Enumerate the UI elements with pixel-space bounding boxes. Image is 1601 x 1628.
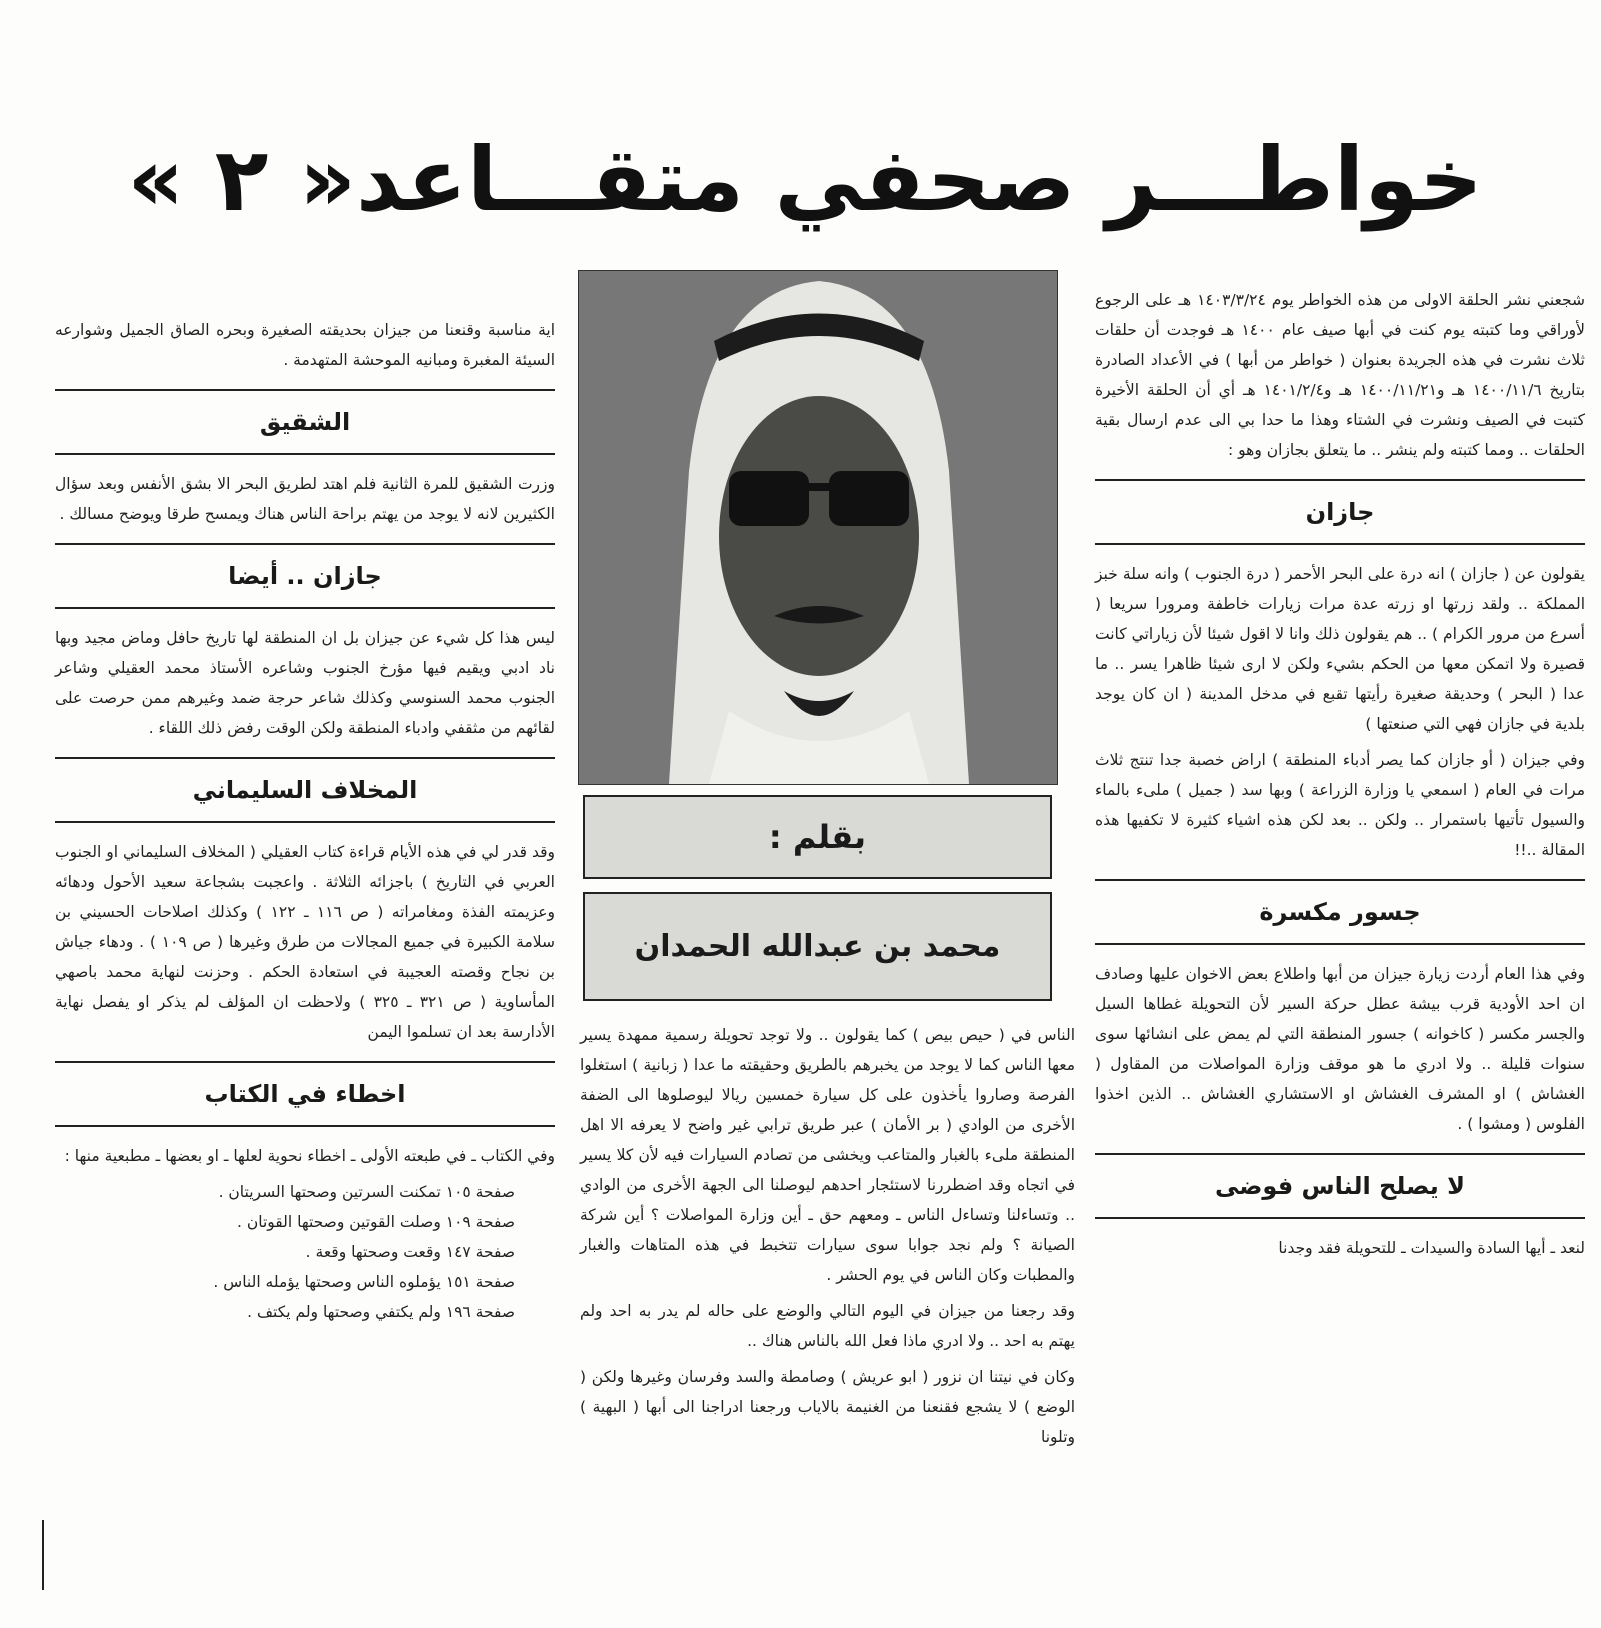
section-heading: جسور مكسرة bbox=[1259, 898, 1421, 926]
divider bbox=[55, 1061, 555, 1063]
section-jazan-also bbox=[55, 559, 555, 743]
section-book-errors bbox=[55, 1077, 555, 1327]
margin-mark bbox=[42, 1520, 44, 1590]
section-heading: المخلاف السليماني bbox=[192, 776, 418, 804]
paragraph: وفي هذا العام أردت زيارة جيزان من أبها واطلاع بعض الاخوان عليها وصادف ان احد الأودية قرب بيشة عطل حركة السير لأن التحويلة غطاها السيل والجسر مكسر ( كاخوانه ) جسور المنطقة التي لم يمض على انشائها سوى سنوات قليلة .. ولا ادري ما هو موقف وزارة المواصلات من المقاول ( الغشاش ) او المشرف الغشاش او الاستشاري الغشاش .. الذين اخذوا الفلوس ( ومشوا ) . bbox=[1095, 965, 1585, 1133]
divider bbox=[1095, 1153, 1585, 1155]
section-heading: اخطاء في الكتاب bbox=[204, 1080, 406, 1108]
divider bbox=[55, 821, 555, 823]
errata-item: صفحة ١٠٥ تمكنت السرتين وصحتها السريتان . bbox=[218, 1183, 515, 1201]
paragraph: يقولون عن ( جازان ) انه درة على البحر الأحمر ( درة الجنوب ) وانه سلة خبز المملكة .. ولقد زرتها او زرته عدة مرات زيارات خاطفة ومرورا سريعا ( أسرع من مرور الكرام ) .. هم يقولون ذلك وانا لا اقول شيئا لأن زياراتي كانت قصيرة ولا اتمكن معها من الحكم بشيء ولكن لا ارى شيئا ظاهرا يسر .. ما عدا ( البحر ) وحديقة صغيرة رأيتها تقبع في مدخل المدينة ( ان كان يوجد بلدية في جازان فهي التي صنعتها ) bbox=[1095, 565, 1585, 733]
errata-item: صفحة ١٠٩ وصلت القوتين وصحتها القوتان . bbox=[237, 1213, 515, 1231]
section-chaos bbox=[1095, 1169, 1585, 1263]
byline-author: محمد بن عبدالله الحمدان bbox=[583, 892, 1052, 1001]
divider bbox=[55, 1125, 555, 1127]
divider bbox=[1095, 943, 1585, 945]
section-shuqaiq bbox=[55, 405, 555, 529]
paragraph: وكان في نيتنا ان نزور ( ابو عريش ) وصامطة والسد وفرسان وغيرها ولكن ( الوضع ) لا يشجع فقنعنا من الغنيمة بالاياب ورجعنا ادراجنا الى أبها ( البهية ) وتلونا bbox=[580, 1368, 1075, 1446]
paragraph: لنعد ـ أيها السادة والسيدات ـ للتحويلة فقد وجدنا bbox=[1278, 1239, 1585, 1257]
divider bbox=[55, 453, 555, 455]
right-intro: شجعني نشر الحلقة الاولى من هذه الخواطر يوم ١٤٠٣/٣/٢٤ هـ على الرجوع لأوراقي وما كتبته يوم كنت في أبها صيف عام ١٤٠٠ هـ فوجدت أن حلقات ثلاث نشرت في هذه الجريدة بعنوان ( خواطر من أبها ) في الأعداد الصادرة بتاريخ ١٤٠٠/١١/٦ هـ و١٤٠٠/١١/٢١ هـ و١٤٠١/٢/٤ هـ أي أن الحلقة الأخيرة كتبت في الصيف ونشرت في الشتاء وهذا ما حدا بي الى عدم ارسال بقية الحلقات .. ومما كتبته ولم ينشر .. ما يتعلق بجازان وهو : bbox=[1095, 291, 1586, 459]
errata-item: صفحة ١٩٦ ولم يكتفي وصحتها ولم يكتف . bbox=[247, 1303, 515, 1321]
divider bbox=[55, 757, 555, 759]
errata-item: صفحة ١٥١ يؤملوه الناس وصحتها يؤمله الناس . bbox=[213, 1273, 515, 1291]
section-heading: جازان bbox=[1305, 498, 1375, 526]
paragraph: وفي الكتاب ـ في طبعته الأولى ـ اخطاء نحوية لعلها ـ او بعضها ـ مطبعية منها : bbox=[64, 1147, 555, 1165]
errata-item: صفحة ١٤٧ وقعت وصحتها وقعة . bbox=[305, 1243, 515, 1261]
middle-column bbox=[580, 1020, 1075, 1458]
section-heading: لا يصلح الناس فوضى bbox=[1214, 1172, 1466, 1200]
right-column bbox=[1095, 285, 1585, 1269]
divider bbox=[55, 389, 555, 391]
paragraph: وقد قدر لي في هذه الأيام قراءة كتاب العقيلي ( المخلاف السليماني او الجنوب العربي في التاريخ ) باجزائه الثلاثة . واعجبت بشجاعة سعيد الأحول ودهائه وعزيمته الفذة ومغامراته ( ص ١١٦ ـ ١٢٢ ) وكذلك اصلاحات الحسيني بن سلامة الكبيرة في جميع المجالات من طرق وغيرها ( ص ١٠٩ ) . ودهاء جياش بن نجاح وقصته العجيبة في استعادة الحكم . وحزنت لنهاية محمد باصهي المأساوية ( ص ٣٢١ ـ ٣٢٥ ) ولاحظت ان المؤلف لم يذكر او يفصل نهاية الأدارسة بعد ان تسلموا اليمن bbox=[55, 843, 555, 1041]
paragraph: وفي جيزان ( أو جازان كما يصر أدباء المنطقة ) اراض خصبة جدا تنتج ثلاث مرات في العام ( اسمعي يا وزارة الزراعة ) وبها سد ( جميل ) ملىء بالماء والسيول تأتيها باستمرار .. ولكن .. بعد لكن هذه اشياء كثيرة لا تكفيها هذه المقالة ..!! bbox=[1095, 751, 1585, 859]
left-column bbox=[55, 315, 555, 1327]
errata-list bbox=[55, 1177, 555, 1327]
section-heading: جازان .. أيضا bbox=[228, 562, 382, 590]
divider bbox=[55, 607, 555, 609]
divider bbox=[55, 543, 555, 545]
paragraph: وزرت الشقيق للمرة الثانية فلم اهتد لطريق البحر الا بشق الأنفس وبعد سؤال الكثيرين لانه لا يوجد من يهتم براحة الناس هناك ويمسح طرقا ويوضح مسالك . bbox=[55, 475, 555, 523]
divider bbox=[1095, 543, 1585, 545]
section-jazan bbox=[1095, 495, 1585, 865]
divider bbox=[1095, 1217, 1585, 1219]
section-broken-bridges bbox=[1095, 895, 1585, 1139]
paragraph: وقد رجعنا من جيزان في اليوم التالي والوضع على حاله لم يدر به احد ولم يهتم به احد .. ولا ادري ماذا فعل الله بالناس هناك .. bbox=[580, 1302, 1075, 1350]
byline-label: بقلم : bbox=[583, 795, 1052, 879]
divider bbox=[1095, 479, 1585, 481]
author-photo bbox=[578, 270, 1058, 785]
left-intro: اية مناسبة وقنعنا من جيزان بحديقته الصغيرة وبحره الصاق الجميل وشوارعه السيئة المغبرة ومبانيه الموحشة المتهدمة . bbox=[55, 321, 555, 369]
article-title: خواطـــر صحفي متقـــاعد« ٢ » bbox=[127, 128, 1483, 231]
paragraph: ليس هذا كل شيء عن جيزان بل ان المنطقة لها تاريخ حافل وماض مجيد وبها ناد ادبي ويقيم فيها مؤرخ الجنوب وشاعره الأستاذ محمد العقيلي وشاعر الجنوب محمد السنوسي وكذلك شاعر حرجة ضمد وغيرهم ممن حرصت على لقائهم من مثقفي وادباء المنطقة ولكن الوقت رفض ذلك اللقاء . bbox=[55, 629, 555, 737]
paragraph: الناس في ( حيص بيص ) كما يقولون .. ولا توجد تحويلة رسمية ممهدة يسير معها الناس كما لا يوجد من يخبرهم بالطريق وحقيقته ما عدا ( زبانية ) استغلوا الفرصة وصاروا يأخذون على كل سيارة خمسين ريالا ليوصلوها الى الضفة الأخرى من الوادي ( بر الأمان ) عبر طريق ترابي غير واضح لا يعرفه الا اهل المنطقة ملىء بالغبار والمتاعب ويخشى من تصادم السيارات فيه لأن كلا يسير في اتجاه وقد اضطررنا لاستئجار احدهم ليوصلنا الى الجهة الأخرى من الوادي .. وتساءلنا وتساءل الناس ـ ومعهم حق ـ أين وزارة المواصلات ؟ أين شركة الصيانة ؟ ولم نجد جوابا سوى سيارات تتخبط في هذه المتاهات والغبار والمطبات وكان الناس في يوم الحشر . bbox=[580, 1026, 1075, 1284]
section-mikhlaf bbox=[55, 773, 555, 1047]
section-heading: الشقيق bbox=[259, 408, 351, 436]
divider bbox=[1095, 879, 1585, 881]
